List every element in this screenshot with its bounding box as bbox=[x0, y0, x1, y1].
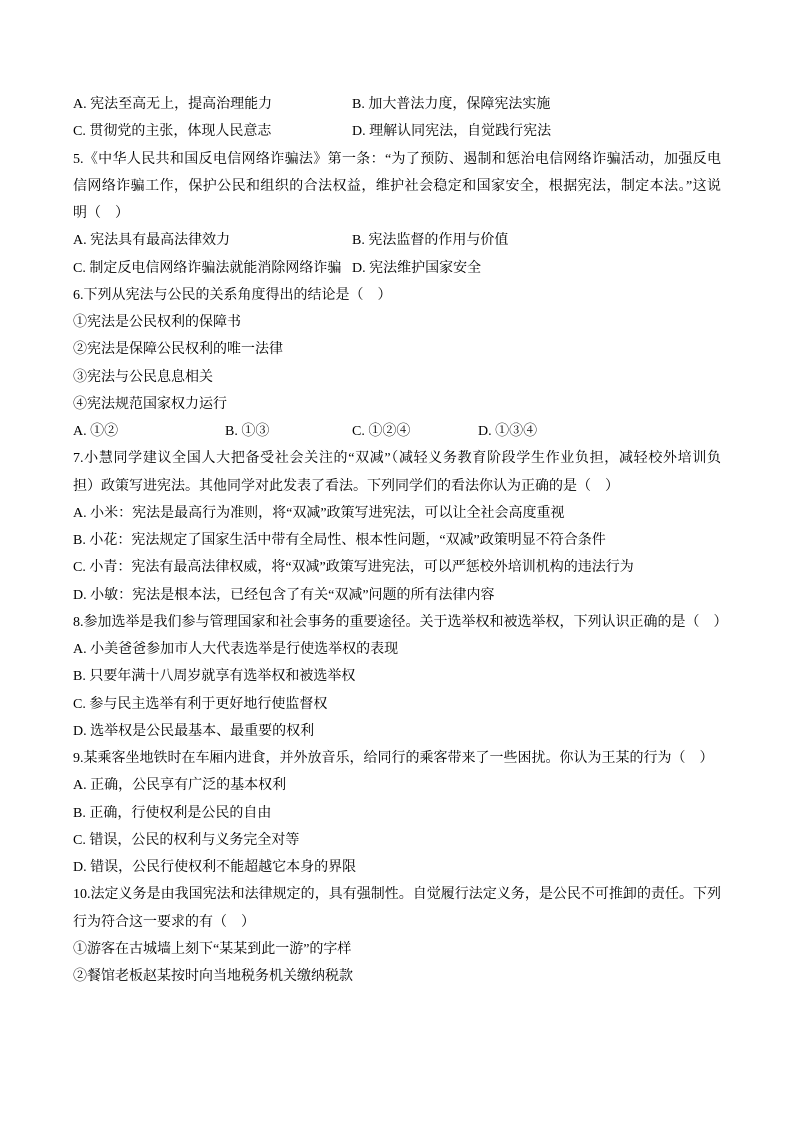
question-8-option-d: D. 选举权是公民最基本、最重要的权利 bbox=[73, 723, 315, 739]
question-7-option-b: B. 小花：宪法规定了国家生活中带有全局性、根本性问题，“双减”政策明显不符合条件 bbox=[73, 533, 606, 548]
question-6-stem: 6.下列从宪法与公民的关系角度得出的结论是（ ） bbox=[73, 287, 392, 303]
question-6-option-b: B. ①③ bbox=[225, 424, 270, 439]
question-5 bbox=[73, 146, 721, 282]
question-10 bbox=[73, 881, 721, 990]
question-4-option-c: C. 贯彻党的主张，体现人民意志 bbox=[73, 124, 272, 140]
question-9 bbox=[73, 745, 721, 881]
question-8 bbox=[73, 609, 728, 745]
question-6-option-d: D. ①③④ bbox=[478, 424, 538, 439]
question-10-stem-line-2: 行为符合这一要求的有（ ） bbox=[73, 914, 255, 930]
question-6-options-row bbox=[73, 418, 721, 445]
exam-content bbox=[73, 91, 728, 990]
question-6 bbox=[73, 282, 721, 446]
question-10-item-2: ②餐馆老板赵某按时向当地税务机关缴纳税款 bbox=[73, 969, 353, 984]
question-4-option-a: A. 宪法至高无上，提高治理能力 bbox=[73, 97, 273, 112]
question-5-option-a: A. 宪法具有最高法律效力 bbox=[73, 233, 231, 249]
question-7-option-a: A. 小米：宪法是最高行为准则，将“双减”政策写进宪法，可以让全社会高度重视 bbox=[73, 505, 565, 521]
question-8-stem: 8.参加选举是我们参与管理国家和社会事务的重要途径。关于选举权和被选举权，下列认识正确的是（ ） bbox=[73, 614, 728, 630]
question-5-option-d: D. 宪法维护国家安全 bbox=[352, 260, 482, 276]
question-5-option-c: C. 制定反电信网络诈骗法就能消除网络诈骗 bbox=[73, 260, 342, 276]
question-4-option-d: D. 理解认同宪法，自觉践行宪法 bbox=[352, 124, 552, 140]
question-9-option-b: B. 正确，行使权利是公民的自由 bbox=[73, 805, 272, 821]
question-10-item-1: ①游客在古城墙上刻下“某某到此一游”的字样 bbox=[73, 941, 352, 957]
question-5-options-row-1 bbox=[73, 227, 721, 254]
question-7-option-d: D. 小敏：宪法是根本法，已经包含了有关“双减”问题的所有法律内容 bbox=[73, 587, 495, 603]
question-5-stem-line-3: 明（ ） bbox=[73, 206, 129, 221]
question-7 bbox=[73, 445, 721, 609]
question-7-stem-line-2: 担）政策写进宪法。其他同学对此发表了看法。下列同学们的看法你认为正确的是（ ） bbox=[73, 478, 619, 494]
question-6-item-2: ②宪法是保障公民权利的唯一法律 bbox=[73, 342, 283, 358]
question-6-item-3: ③宪法与公民息息相关 bbox=[73, 369, 213, 385]
question-5-options-row-2 bbox=[73, 255, 721, 282]
question-4-options-row-2 bbox=[73, 118, 721, 145]
question-9-option-a: A. 正确，公民享有广泛的基本权利 bbox=[73, 778, 287, 794]
question-6-item-1: ①宪法是公民权利的保障书 bbox=[73, 315, 241, 330]
question-8-option-c: C. 参与民主选举有利于更好地行使监督权 bbox=[73, 696, 328, 712]
question-10-stem-line-1: 10.法定义务是由我国宪法和法律规定的，具有强制性。自觉履行法定义务，是公民不可推卸的责任。下列 bbox=[73, 887, 721, 903]
question-5-stem-line-2: 信网络诈骗工作，保护公民和组织的合法权益，维护社会稳定和国家安全，根据宪法，制定本法。”这说 bbox=[73, 178, 721, 194]
question-5-stem-line-1: 5.《中华人民共和国反电信网络诈骗法》第一条：“为了预防、遏制和惩治电信网络诈骗活动，加强反电 bbox=[73, 151, 721, 167]
question-4-option-b: B. 加大普法力度，保障宪法实施 bbox=[352, 97, 551, 112]
question-9-option-d: D. 错误，公民行使权利不能超越它本身的界限 bbox=[73, 860, 357, 875]
question-6-option-c: C. ①②④ bbox=[352, 424, 411, 439]
question-4 bbox=[73, 91, 721, 146]
question-9-stem: 9.某乘客坐地铁时在车厢内进食，并外放音乐，给同行的乘客带来了一些困扰。你认为王某的行为（ ） bbox=[73, 751, 714, 766]
question-9-option-c: C. 错误，公民的权利与义务完全对等 bbox=[73, 832, 300, 848]
question-7-stem-line-1: 7.小慧同学建议全国人大把备受社会关注的“双减”（减轻义务教育阶段学生作业负担，减轻校外培训负 bbox=[73, 451, 721, 467]
question-6-item-4: ④宪法规范国家权力运行 bbox=[73, 396, 227, 412]
question-8-option-a: A. 小美爸爸参加市人大代表选举是行使选举权的表现 bbox=[73, 642, 399, 657]
question-4-options-row-1 bbox=[73, 91, 721, 118]
question-6-option-a: A. ①② bbox=[73, 424, 119, 439]
question-8-option-b: B. 只要年满十八周岁就享有选举权和被选举权 bbox=[73, 669, 356, 685]
question-7-option-c: C. 小青：宪法有最高法律权威，将“双减”政策写进宪法，可以严惩校外培训机构的违法行为 bbox=[73, 560, 634, 576]
question-5-option-b: B. 宪法监督的作用与价值 bbox=[352, 233, 509, 249]
